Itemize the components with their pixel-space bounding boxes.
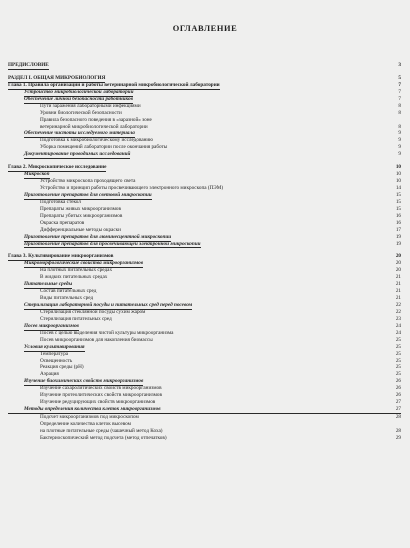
toc-entry <box>8 295 401 302</box>
toc-entry <box>8 151 401 158</box>
table-of-contents <box>8 62 401 442</box>
toc-entry-title: Питательные среды <box>24 281 73 288</box>
toc-entry <box>8 110 401 117</box>
toc-entry-page: 16 <box>395 212 401 219</box>
toc-entry-title: Обеспечение личной безопасности работников <box>24 95 133 102</box>
toc-entry <box>8 302 401 309</box>
toc-entry-title: Изучение протеолитических свойств микроорганизмов <box>40 392 162 399</box>
toc-entry-page: 8 <box>398 123 401 130</box>
toc-entry-page: 9 <box>398 137 401 144</box>
toc-entry <box>8 330 401 337</box>
toc-entry-title: Посев микроорганизмов <box>24 322 79 329</box>
toc-entry-page: 8 <box>398 102 401 109</box>
toc-entry-title: Реакция среды (pH) <box>40 364 84 371</box>
toc-entry <box>8 62 401 69</box>
toc-entry-page: 10 <box>395 178 401 185</box>
toc-entry <box>8 164 401 171</box>
toc-entry-page: 26 <box>395 378 401 385</box>
toc-entry-title: Приготовление препаратов для просвечивающей электронной микроскопии <box>24 240 201 247</box>
toc-entry-title: Приготовление препаратов для люминесцентной микроскопии <box>24 233 172 240</box>
toc-entry <box>8 435 401 442</box>
toc-entry-page: 7 <box>398 88 401 95</box>
toc-entry-page: 22 <box>395 302 401 308</box>
toc-entry <box>8 267 401 274</box>
toc-entry-title: Приготовление препаратов для световой микроскопии <box>24 191 152 198</box>
toc-entry-title: Глава 2. Микроскопическое исследование <box>8 164 107 171</box>
toc-entry-title: Посев с целью выделения чистой культуры микроорганизма <box>40 329 174 336</box>
toc-entry <box>8 75 401 82</box>
toc-entry <box>8 413 401 421</box>
toc-entry-title: Изучение сахаролитических свойств микроорганизмов <box>40 385 162 392</box>
toc-entry-title: Изучение редуцирующих свойств микроорганизмов <box>40 399 156 406</box>
toc-entry-page: 24 <box>395 322 401 329</box>
toc-entry <box>8 213 401 220</box>
toc-entry-title: Устройство и принцип работы просвечивающего электронного микроскопа (ПЭМ) <box>40 185 224 191</box>
toc-entry-page: 21 <box>395 281 401 288</box>
toc-entry-page: 16 <box>395 219 401 226</box>
toc-entry <box>8 309 401 316</box>
toc-entry <box>8 281 401 288</box>
toc-entry-title: Условия культивирования <box>24 343 85 350</box>
toc-entry <box>8 344 401 351</box>
toc-entry-page: 8 <box>398 109 401 116</box>
toc-entry-page: 21 <box>395 288 401 295</box>
toc-entry <box>8 227 401 234</box>
toc-entry-page: 19 <box>395 233 401 240</box>
toc-entry-page: 25 <box>395 371 401 378</box>
toc-entry-page: 28 <box>395 414 401 420</box>
toc-entry-page: 15 <box>395 198 401 205</box>
toc-entry-title: Дифференциальные методы окраски <box>40 226 121 233</box>
toc-entry-page: 17 <box>395 226 401 233</box>
toc-entry-title: Определение количества клеток высевом <box>40 420 131 427</box>
toc-entry <box>8 199 401 206</box>
toc-entry <box>8 96 401 103</box>
toc-entry-title: Уровни биологической безопасности <box>40 109 122 116</box>
toc-entry <box>8 351 401 358</box>
toc-entry <box>8 89 401 96</box>
toc-entry-page: 9 <box>398 151 401 158</box>
toc-entry-page: 27 <box>395 406 401 413</box>
toc-entry-page: 20 <box>395 260 401 267</box>
toc-entry-page: 21 <box>395 274 401 281</box>
toc-entry-page: 10 <box>395 171 401 178</box>
toc-entry-page: 25 <box>395 336 401 343</box>
toc-entry-page: 25 <box>395 350 401 357</box>
toc-entry-page: 19 <box>395 240 401 247</box>
toc-entry-page: 9 <box>398 144 401 151</box>
toc-entry-title: Температура <box>40 350 69 357</box>
toc-entry <box>8 220 401 227</box>
toc-entry-title: Изучение биохимических свойств микроорганизмов <box>24 378 144 385</box>
toc-entry <box>8 406 401 413</box>
toc-entry-title: Подсчет микроорганизмов под микроскопом <box>40 414 139 420</box>
toc-entry-title: Стерилизация лабораторной посуды и питательных сред перед посевом <box>24 302 193 308</box>
toc-entry-title: Состав питательных сред <box>40 288 97 295</box>
toc-entry-title: В жидких питательных средах <box>40 274 108 281</box>
toc-entry <box>8 117 401 124</box>
toc-entry-title: Аэрация <box>40 371 59 378</box>
toc-entry-page: 26 <box>395 392 401 399</box>
toc-entry-title: Пути заражения лабораторными инфекциями <box>40 102 141 109</box>
toc-entry-title: Глава 3. Культивирование микроорганизмов <box>8 253 114 260</box>
toc-entry-page: 22 <box>395 308 401 315</box>
toc-entry-page: 15 <box>395 205 401 212</box>
toc-entry-page: 28 <box>395 427 401 434</box>
toc-entry-title: Уборка помещений лаборатории после окончания работы <box>40 144 168 151</box>
toc-entry <box>8 103 401 110</box>
toc-entry <box>8 178 401 185</box>
toc-entry-title: Виды питательных сред <box>40 295 94 302</box>
toc-entry-title: Правила безопасного поведения в «заразной» зоне <box>40 116 152 123</box>
toc-entry-title: Препараты убитых микроорганизмов <box>40 212 123 219</box>
toc-entry-page: 15 <box>395 191 401 198</box>
toc-entry-title: Освещенность <box>40 357 73 364</box>
toc-entry-title: РАЗДЕЛ I. ОБЩАЯ МИКРОБИОЛОГИЯ <box>8 74 106 81</box>
toc-entry <box>8 288 401 295</box>
toc-entry <box>8 428 401 435</box>
toc-entry <box>8 316 401 323</box>
toc-entry <box>8 241 401 248</box>
toc-entry-page: 20 <box>395 267 401 274</box>
toc-entry-title: Устройство микроскопа проходящего света <box>40 178 136 185</box>
toc-entry-title: Посев микроорганизмов для накопления биомассы <box>40 336 153 343</box>
toc-entry <box>8 260 401 267</box>
toc-entry-title: ветеринарной микробиологической лаборатории <box>40 123 148 130</box>
toc-entry-page: 26 <box>395 385 401 392</box>
toc-entry-title: Методы определения количества клеток микроорганизмов <box>24 406 161 413</box>
toc-entry-page: 27 <box>395 399 401 406</box>
toc-entry-page: 23 <box>395 315 401 322</box>
toc-entry-page: 24 <box>395 329 401 336</box>
toc-entry <box>8 192 401 199</box>
toc-entry <box>8 421 401 428</box>
toc-entry-title: Препараты живых микроорганизмов <box>40 205 121 212</box>
toc-entry-title: Окраска препаратов <box>40 219 85 226</box>
toc-entry-page: 7 <box>398 81 401 88</box>
toc-entry-page: 14 <box>395 185 401 191</box>
page-title: ОГЛАВЛЕНИЕ <box>172 24 238 33</box>
toc-entry-page: 29 <box>395 434 401 441</box>
toc-entry-page: 21 <box>395 295 401 302</box>
toc-entry-title: Стерилизация питательных сред <box>40 315 112 322</box>
toc-entry-title: Микроморфологические свойства микроорганизмов <box>24 260 144 267</box>
toc-entry <box>8 234 401 241</box>
toc-entry-page: 10 <box>395 164 401 171</box>
toc-entry-title: Подготовка к микробиологическому исследованию <box>40 137 154 144</box>
toc-entry-page: 25 <box>395 357 401 364</box>
toc-entry-title: На плотных питательных средах <box>40 267 113 274</box>
toc-entry-title: Обеспечение чистоты исследуемого материала <box>24 130 135 137</box>
toc-entry-title: Микроскоп <box>24 171 50 178</box>
toc-entry-title: ПРЕДИСЛОВИЕ <box>8 62 49 68</box>
toc-entry-title: Устройство микробиологической лаборатории <box>24 88 134 95</box>
toc-entry <box>8 185 401 192</box>
toc-entry-title: Документирование проводимых исследований <box>24 151 131 158</box>
toc-entry <box>8 364 401 371</box>
toc-entry <box>8 82 401 89</box>
toc-entry-title: Подготовка стекол <box>40 198 81 205</box>
toc-entry-page: 25 <box>395 343 401 350</box>
toc-entry-title: Стерилизация стеклянной посуды сухим жаром <box>40 308 146 315</box>
toc-entry-page: 3 <box>398 62 401 68</box>
toc-entry-title: Глава 1. Правила организации и работы ветеринарной микробиологической лаборатории <box>8 81 220 88</box>
toc-entry-page: 20 <box>395 253 401 260</box>
toc-entry <box>8 337 401 344</box>
toc-entry-page: 7 <box>398 95 401 102</box>
toc-entry-page: 5 <box>398 74 401 81</box>
toc-entry-page: 9 <box>398 130 401 137</box>
toc-entry-title: Бактериоскопический метод подсчета (метод отпечатков) <box>40 434 167 441</box>
toc-entry-page: 25 <box>395 364 401 371</box>
toc-entry <box>8 206 401 213</box>
toc-entry-title: на плотные питательные среды (чашечный метод Коха) <box>40 427 163 434</box>
toc-entry <box>8 323 401 330</box>
